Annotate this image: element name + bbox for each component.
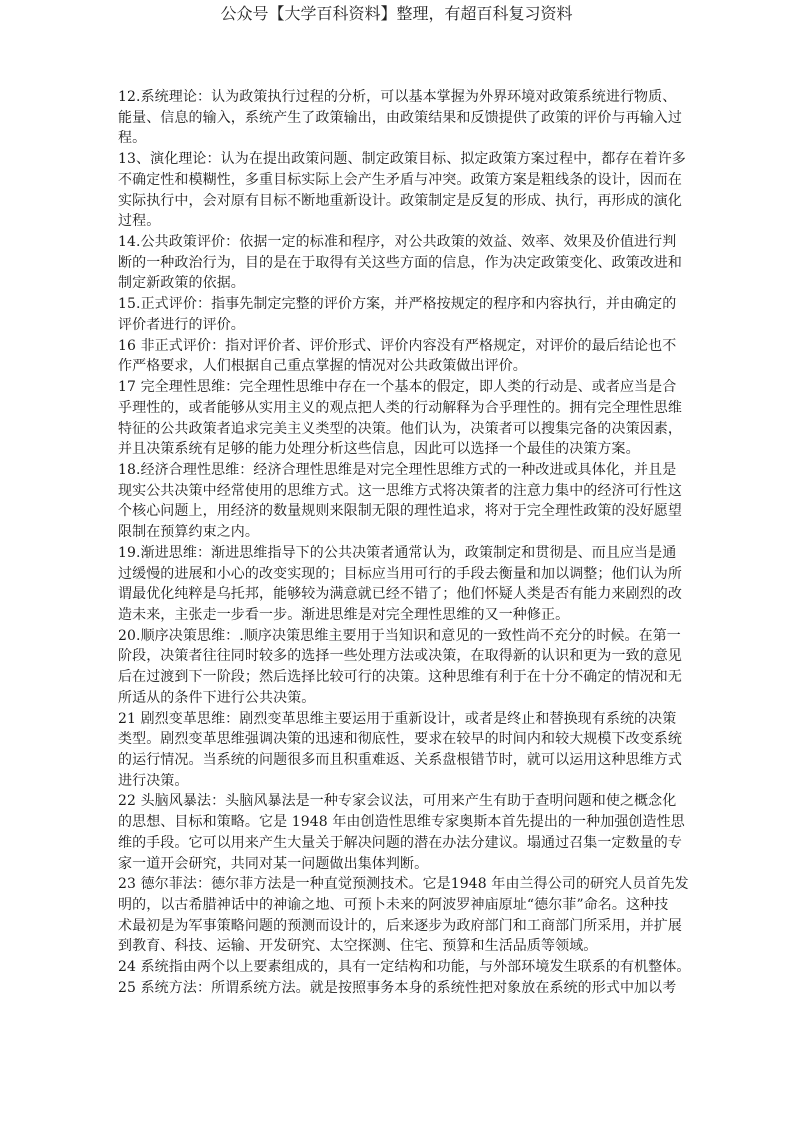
text-line: 所适从的条件下进行公共决策。	[118, 689, 316, 706]
definition-paragraph	[118, 874, 688, 957]
text-line: 断的一种政治行为，目的是在于取得有关这些方面的信息，作为决定政策变化、政策改进和	[118, 254, 682, 271]
text-line: 作严格要求，人们根据自己重点掌握的情况对公共政策做出评价。	[118, 358, 527, 375]
definition-paragraph	[118, 709, 688, 792]
text-line: 到教育、科技、运输、开发研究、太空探测、住宅、预算和生活品质等领域。	[118, 938, 598, 955]
text-line: 阶段，决策者往往同时较多的选择一些处理方法或决策，在取得新的认识和更为一致的意见	[118, 648, 682, 665]
definition-paragraph	[118, 626, 688, 709]
text-line: 24 系统指由两个以上要素组成的，具有一定结构和功能，与外部环境发生联系的有机整体。	[118, 959, 691, 976]
text-line: 21 剧烈变革思维：剧烈变革思维主要运用于重新设计，或者是终止和替换现有系统的决策	[118, 710, 677, 727]
text-line: 现实公共决策中经常使用的思维方式。这一思维方式将决策者的注意力集中的经济可行性这	[118, 482, 682, 499]
text-line: 进行决策。	[118, 772, 189, 789]
definition-paragraph	[118, 336, 688, 377]
text-line: 20.顺序决策思维：.顺序决策思维主要用于当知识和意见的一致性尚不充分的时候。在第一	[118, 627, 681, 644]
definition-paragraph	[118, 791, 688, 874]
text-line: 特征的公共政策者追求完美主义类型的决策。他们认为，决策者可以搜集完备的决策因素，	[118, 420, 682, 437]
text-line: 明的，以古希腊神话中的神谕之地、可预卜未来的阿波罗神庙原址“德尔菲”命名。这种技	[118, 897, 669, 914]
text-line: 13、演化理论：认为在提出政策问题、制定政策目标、拟定政策方案过程中，都存在着许多	[118, 151, 686, 168]
text-line: 个核心问题上，用经济的数量规则来限制无限的理性追求，将对于完全理性政策的没好愿望	[118, 503, 682, 520]
text-line: 术最初是为军事策略问题的预测而设计的，后来逐步为政府部门和工商部门所采用，并扩展	[118, 917, 682, 934]
text-line: 评价者进行的评价。	[118, 316, 245, 333]
text-line: 的思想、目标和策略。它是 1948 年由创造性思维专家奥斯本首先提出的一种加强创造性思	[118, 814, 685, 831]
text-line: 制定新政策的依据。	[118, 275, 245, 292]
text-line: 造未来，主张走一步看一步。渐进思维是对完全理性思维的又一种修正。	[118, 606, 570, 623]
text-line: 17 完全理性思维：完全理性思维中存在一个基本的假定，即人类的行动是、或者应当是合	[118, 379, 677, 396]
definition-paragraph	[118, 294, 688, 335]
text-line: 家一道开会研究，共同对某一问题做出集体判断。	[118, 855, 429, 872]
text-line: 能量、信息的输入，系统产生了政策输出，由政策结果和反馈提供了政策的评价与再输入过	[118, 109, 682, 126]
text-line: 12.系统理论：认为政策执行过程的分析，可以基本掌握为外界环境对政策系统进行物质、	[118, 89, 677, 105]
text-line: 14.公共政策评价：依据一定的标准和程序，对公共政策的效益、效率、效果及价值进行判	[118, 234, 677, 251]
definition-paragraph	[118, 957, 691, 978]
text-line: 限制在预算约束之内。	[118, 524, 259, 541]
text-line: 维的手段。它可以用来产生大量关于解决问题的潜在办法分建议。塌通过召集一定数量的专	[118, 834, 682, 851]
text-line: 过缓慢的进展和小心的改变实现的；目标应当用可行的手段去衡量和加以调整；他们认为所	[118, 565, 682, 582]
text-line: 并且决策系统有足够的能力处理分析这些信息，因此可以选择一个最佳的决策方案。	[118, 441, 640, 458]
document-body	[118, 87, 691, 999]
text-line: 23 德尔菲法：德尔菲方法是一种直觉预测技术。它是1948 年由兰得公司的研究人员首先发	[118, 876, 689, 893]
text-line: 类型。剧烈变革思维强调决策的迅速和彻底性，要求在较早的时间内和较大规模下改变系统	[118, 731, 682, 748]
text-line: 后在过渡到下一阶段；然后选择比较可行的决策。这种思维有利于在十分不确定的情况和无	[118, 669, 682, 686]
text-line: 19.渐进思维：渐进思维指导下的公共决策者通常认为，政策制定和贯彻是、而且应当是通	[118, 544, 677, 561]
definition-paragraph	[118, 978, 688, 999]
text-line: 16 非正式评价：指对评价者、评价形式、评价内容没有严格规定，对评价的最后结论也不	[118, 337, 677, 354]
definition-paragraph	[118, 87, 688, 149]
text-line: 22 头脑风暴法：头脑风暴法是一种专家会议法，可用来产生有助于查明问题和使之概念化	[118, 793, 677, 810]
text-line: 过程。	[118, 213, 161, 230]
text-line: 实际执行中，会对原有目标不断地重新设计。政策制定是反复的形成、执行，再形成的演化	[118, 192, 682, 209]
text-line: 的运行情况。当系统的问题很多而且积重难返、关系盘根错节时，就可以运用这种思维方式	[118, 752, 682, 768]
text-line: 不确定性和模糊性，多重目标实际上会产生矛盾与冲突。政策方案是粗线条的设计，因而在	[118, 171, 682, 188]
text-line: 谓最优化纯粹是乌托邦，能够较为满意就已经不错了；他们怀疑人类是否有能力来剧烈的改	[118, 586, 682, 603]
text-line: 25 系统方法：所谓系统方法。就是按照事务本身的系统性把对象放在系统的形式中加以考	[118, 979, 677, 996]
definition-paragraph	[118, 543, 688, 626]
definition-paragraph	[118, 149, 688, 232]
definition-paragraph	[118, 460, 688, 543]
text-line: 18.经济合理性思维：经济合理性思维是对完全理性思维方式的一种改进或具体化，并且是	[118, 461, 677, 478]
definition-paragraph	[118, 232, 688, 294]
text-line: 15.正式评价：指事先制定完整的评价方案，并严格按规定的程序和内容执行，并由确定的	[118, 296, 677, 313]
text-line: 程。	[118, 130, 147, 147]
page-header-watermark: 公众号【大学百科资料】整理，有超百科复习资料	[220, 4, 573, 23]
definition-paragraph	[118, 377, 688, 460]
text-line: 乎理性的，或者能够从实用主义的观点把人类的行动解释为合乎理性的。拥有完全理性思维	[118, 399, 682, 416]
